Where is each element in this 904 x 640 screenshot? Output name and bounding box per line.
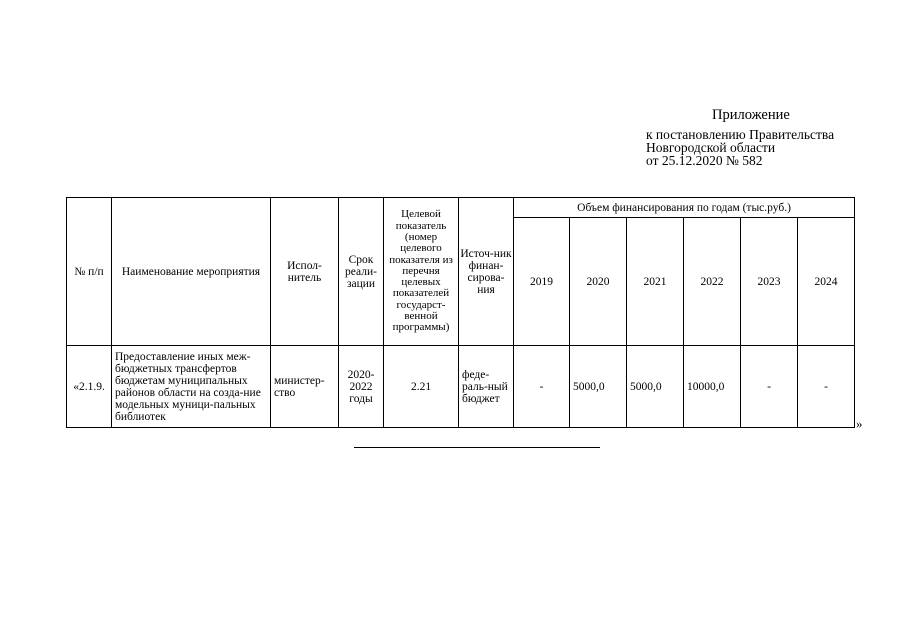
table-row <box>67 346 855 428</box>
header-num-text: № п/п <box>74 265 104 278</box>
header-year: 2020 <box>570 218 627 346</box>
header-name <box>112 198 271 346</box>
header-name-text: Наименование мероприятия <box>121 265 261 278</box>
header-executor-text: Испол-нитель <box>287 259 322 284</box>
appendix-line-date: от 25.12.2020 № 582 <box>646 153 763 168</box>
header-year: 2023 <box>741 218 798 346</box>
cell-value: - <box>514 346 570 428</box>
header-funding-group <box>514 198 855 218</box>
header-year: 2019 <box>514 218 570 346</box>
appendix-line-resolution: к постановлению Правительства <box>646 127 835 142</box>
header-executor <box>271 198 339 346</box>
cell-name: Предоставление иных меж-бюджетных трансфертов бюджетам муниципальных районов области на созда-ние модельных муници-пальных библиотек <box>112 346 271 428</box>
cell-value: 5000,0 <box>570 346 627 428</box>
cell-value: - <box>741 346 798 428</box>
cell-value: 10000,0 <box>684 346 741 428</box>
cell-value: - <box>798 346 855 428</box>
header-target <box>384 198 459 346</box>
cell-target: 2.21 <box>384 346 459 428</box>
header-year: 2024 <box>798 218 855 346</box>
appendix-title: Приложение <box>712 107 790 123</box>
cell-value: 5000,0 <box>627 346 684 428</box>
header-funding-group-text: Объем финансирования по годам (тыс.руб.) <box>577 201 791 214</box>
cell-source: феде-раль-ный бюджет <box>459 346 514 428</box>
header-source <box>459 198 514 346</box>
header-num <box>67 198 112 346</box>
header-target-text: Целевой показатель (номер целевого показателя из перечня целевых показателей государст-венной программы) <box>389 208 453 334</box>
table-header-row <box>67 198 855 218</box>
header-source-text: Источ-ник финан-сирова-ния <box>460 247 512 296</box>
header-year: 2021 <box>627 218 684 346</box>
divider-line <box>354 447 600 448</box>
header-year: 2022 <box>684 218 741 346</box>
funding-table <box>66 197 855 428</box>
appendix-line-region: Новгородской области <box>646 140 776 155</box>
header-term-text: Срок реали-зации <box>345 253 377 290</box>
closing-quote: » <box>856 416 863 431</box>
cell-num: «2.1.9. <box>67 346 112 428</box>
cell-executor: министер-ство <box>271 346 339 428</box>
cell-term: 2020-2022 годы <box>339 346 384 428</box>
header-term <box>339 198 384 346</box>
